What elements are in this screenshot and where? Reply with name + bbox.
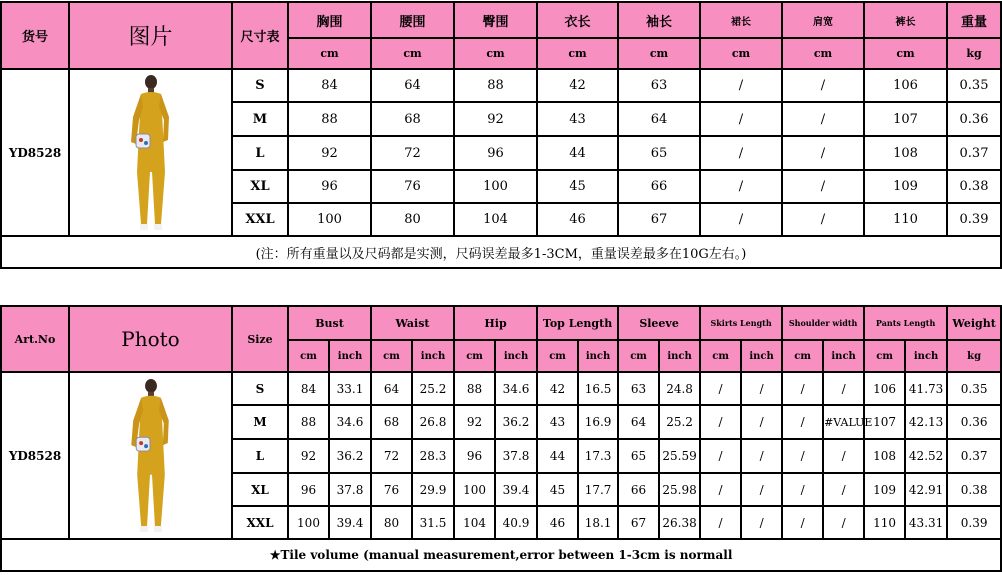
unit-cm: cm (864, 340, 905, 372)
hip-inch: 40.9 (495, 506, 537, 539)
pants-length-inch: 42.52 (905, 439, 947, 473)
shoulder-width-inch: / (823, 439, 864, 473)
shoulder-width-inch: / (823, 372, 864, 405)
header-size: 尺寸表 (232, 2, 288, 69)
weight-kg: 0.38 (947, 473, 1001, 506)
header-pants-length: 裤长 (864, 2, 947, 38)
skirt-length-cm: / (700, 136, 782, 170)
pants-length-cm: 106 (864, 372, 905, 405)
sleeve-cm: 67 (618, 203, 700, 236)
size-label: XXL (232, 506, 288, 539)
bust-cm: 100 (288, 203, 371, 236)
waist-inch: 25.2 (412, 372, 454, 405)
unit-cm: cm (618, 38, 700, 69)
header-pants-length: Pants Length (864, 306, 947, 340)
unit-cm: cm (454, 38, 537, 69)
bust-cm: 96 (288, 473, 329, 506)
skirt-length-inch: / (741, 439, 782, 473)
skirt-length-cm: / (700, 372, 741, 405)
sleeve-cm: 66 (618, 170, 700, 203)
unit-cm: cm (782, 38, 864, 69)
header-skirt-length: 裙长 (700, 2, 782, 38)
waist-inch: 31.5 (412, 506, 454, 539)
size-label: S (232, 69, 288, 102)
unit-cm: cm (288, 38, 371, 69)
bust-inch: 37.8 (329, 473, 371, 506)
hip-inch: 37.8 (495, 439, 537, 473)
unit-inch: inch (741, 340, 782, 372)
unit-inch: inch (412, 340, 454, 372)
bust-cm: 100 (288, 506, 329, 539)
hip-cm: 96 (454, 136, 537, 170)
top-length-cm: 42 (537, 69, 618, 102)
skirt-length-cm: / (700, 473, 741, 506)
pants-length-inch: 42.91 (905, 473, 947, 506)
unit-cm: cm (537, 38, 618, 69)
unit-cm: cm (700, 340, 741, 372)
header-top-length: 衣长 (537, 2, 618, 38)
waist-cm: 72 (371, 136, 454, 170)
hip-inch: 34.6 (495, 372, 537, 405)
unit-cm: cm (371, 38, 454, 69)
pants-length-inch: 43.31 (905, 506, 947, 539)
header-art-no: 货号 (1, 2, 69, 69)
weight-kg: 0.37 (947, 136, 1001, 170)
sleeve-cm: 67 (618, 506, 659, 539)
sleeve-inch: 25.98 (659, 473, 700, 506)
hip-cm: 92 (454, 102, 537, 136)
top-length-cm: 46 (537, 506, 578, 539)
weight-kg: 0.39 (947, 203, 1001, 236)
measurement-note: ★Tile volume (manual measurement,error between 1-3cm is normall (1, 539, 1001, 571)
top-length-cm: 44 (537, 136, 618, 170)
unit-cm: cm (371, 340, 412, 372)
shoulder-width-cm: / (782, 102, 864, 136)
shoulder-width-cm: / (782, 372, 823, 405)
skirt-length-cm: / (700, 69, 782, 102)
header-top-length: Top Length (537, 306, 618, 340)
bust-cm: 92 (288, 439, 329, 473)
sleeve-inch: 26.38 (659, 506, 700, 539)
size-chart-chinese (0, 1, 1002, 269)
shoulder-width-inch: #VALUE (823, 405, 864, 439)
unit-cm: cm (782, 340, 823, 372)
skirt-length-cm: / (700, 439, 741, 473)
sleeve-inch: 25.59 (659, 439, 700, 473)
top-length-cm: 45 (537, 170, 618, 203)
shoulder-width-cm: / (782, 136, 864, 170)
unit-cm: cm (618, 340, 659, 372)
bust-cm: 84 (288, 372, 329, 405)
shoulder-width-cm: / (782, 203, 864, 236)
bust-cm: 88 (288, 405, 329, 439)
bust-cm: 88 (288, 102, 371, 136)
header-waist: Waist (371, 306, 454, 340)
top-length-inch: 16.9 (578, 405, 618, 439)
shoulder-width-cm: / (782, 439, 823, 473)
header-art-no: Art.No (1, 306, 69, 372)
shoulder-width-inch: / (823, 473, 864, 506)
waist-cm: 68 (371, 102, 454, 136)
shoulder-width-cm: / (782, 506, 823, 539)
header-bust: Bust (288, 306, 371, 340)
top-length-inch: 17.3 (578, 439, 618, 473)
skirt-length-cm: / (700, 203, 782, 236)
pants-length-cm: 109 (864, 473, 905, 506)
sleeve-inch: 24.8 (659, 372, 700, 405)
bust-cm: 84 (288, 69, 371, 102)
header-skirt-length: Skirts Length (700, 306, 782, 340)
waist-cm: 68 (371, 405, 412, 439)
size-label: XL (232, 473, 288, 506)
measurement-note: (注：所有重量以及尺码都是实测，尺码误差最多1-3CM，重量误差最多在10G左右。) (1, 236, 1001, 268)
pants-length-inch: 42.13 (905, 405, 947, 439)
waist-inch: 26.8 (412, 405, 454, 439)
unit-kg: kg (947, 38, 1001, 69)
hip-inch: 36.2 (495, 405, 537, 439)
art-no-value: YD8528 (1, 372, 69, 539)
unit-cm: cm (288, 340, 329, 372)
header-photo: Photo (69, 306, 232, 372)
weight-kg: 0.36 (947, 102, 1001, 136)
hip-cm: 88 (454, 372, 495, 405)
pants-length-inch: 41.73 (905, 372, 947, 405)
hip-inch: 39.4 (495, 473, 537, 506)
hip-cm: 104 (454, 506, 495, 539)
size-label: L (232, 439, 288, 473)
header-size: Size (232, 306, 288, 372)
product-photo (69, 372, 232, 539)
pants-length-cm: 107 (864, 405, 905, 439)
size-label: M (232, 102, 288, 136)
top-length-cm: 43 (537, 405, 578, 439)
header-photo: 图片 (69, 2, 232, 69)
size-label: XL (232, 170, 288, 203)
weight-kg: 0.38 (947, 170, 1001, 203)
unit-inch: inch (659, 340, 700, 372)
pants-length-cm: 108 (864, 136, 947, 170)
weight-kg: 0.36 (947, 405, 1001, 439)
hip-cm: 104 (454, 203, 537, 236)
product-photo (69, 69, 232, 236)
waist-cm: 72 (371, 439, 412, 473)
skirt-length-cm: / (700, 405, 741, 439)
waist-cm: 64 (371, 372, 412, 405)
bust-inch: 34.6 (329, 405, 371, 439)
skirt-length-cm: / (700, 170, 782, 203)
header-weight: 重量 (947, 2, 1001, 38)
sleeve-cm: 66 (618, 473, 659, 506)
size-chart-english (0, 305, 1002, 572)
skirt-length-inch: / (741, 372, 782, 405)
waist-cm: 64 (371, 69, 454, 102)
unit-inch: inch (905, 340, 947, 372)
waist-cm: 76 (371, 473, 412, 506)
sleeve-inch: 25.2 (659, 405, 700, 439)
weight-kg: 0.35 (947, 372, 1001, 405)
size-label: XXL (232, 203, 288, 236)
waist-cm: 80 (371, 203, 454, 236)
top-length-cm: 46 (537, 203, 618, 236)
skirt-length-cm: / (700, 506, 741, 539)
unit-inch: inch (823, 340, 864, 372)
size-label: L (232, 136, 288, 170)
top-length-cm: 44 (537, 439, 578, 473)
pants-length-cm: 107 (864, 102, 947, 136)
unit-inch: inch (578, 340, 618, 372)
hip-cm: 100 (454, 170, 537, 203)
header-shoulder-width: 肩宽 (782, 2, 864, 38)
pants-length-cm: 108 (864, 439, 905, 473)
top-length-cm: 43 (537, 102, 618, 136)
shoulder-width-cm: / (782, 170, 864, 203)
top-length-cm: 45 (537, 473, 578, 506)
unit-inch: inch (329, 340, 371, 372)
bust-cm: 96 (288, 170, 371, 203)
sleeve-cm: 65 (618, 439, 659, 473)
skirt-length-cm: / (700, 102, 782, 136)
bust-inch: 39.4 (329, 506, 371, 539)
shoulder-width-cm: / (782, 69, 864, 102)
art-no-value: YD8528 (1, 69, 69, 236)
waist-inch: 29.9 (412, 473, 454, 506)
table-row (1, 69, 1001, 102)
unit-cm: cm (537, 340, 578, 372)
skirt-length-inch: / (741, 506, 782, 539)
unit-cm: cm (700, 38, 782, 69)
top-length-inch: 18.1 (578, 506, 618, 539)
top-length-inch: 17.7 (578, 473, 618, 506)
bust-cm: 92 (288, 136, 371, 170)
model-in-mustard-jumpsuit-image (121, 72, 181, 234)
sleeve-cm: 63 (618, 69, 700, 102)
skirt-length-inch: / (741, 473, 782, 506)
bust-inch: 36.2 (329, 439, 371, 473)
waist-inch: 28.3 (412, 439, 454, 473)
unit-inch: inch (495, 340, 537, 372)
shoulder-width-inch: / (823, 506, 864, 539)
shoulder-width-cm: / (782, 473, 823, 506)
pants-length-cm: 109 (864, 170, 947, 203)
top-length-cm: 42 (537, 372, 578, 405)
header-hip: Hip (454, 306, 537, 340)
header-weight: Weight (947, 306, 1001, 340)
unit-cm: cm (454, 340, 495, 372)
shoulder-width-cm: / (782, 405, 823, 439)
hip-cm: 88 (454, 69, 537, 102)
waist-cm: 76 (371, 170, 454, 203)
sleeve-cm: 64 (618, 102, 700, 136)
header-sleeve: 袖长 (618, 2, 700, 38)
header-sleeve: Sleeve (618, 306, 700, 340)
hip-cm: 100 (454, 473, 495, 506)
sleeve-cm: 63 (618, 372, 659, 405)
pants-length-cm: 110 (864, 203, 947, 236)
weight-kg: 0.37 (947, 439, 1001, 473)
header-bust: 胸围 (288, 2, 371, 38)
model-in-mustard-jumpsuit-image (121, 376, 181, 536)
header-hip: 臀围 (454, 2, 537, 38)
header-waist: 腰围 (371, 2, 454, 38)
unit-cm: cm (864, 38, 947, 69)
pants-length-cm: 110 (864, 506, 905, 539)
sleeve-cm: 65 (618, 136, 700, 170)
bust-inch: 33.1 (329, 372, 371, 405)
pants-length-cm: 106 (864, 69, 947, 102)
sleeve-cm: 64 (618, 405, 659, 439)
skirt-length-inch: / (741, 405, 782, 439)
size-label: M (232, 405, 288, 439)
header-shoulder-width: Shoulder width (782, 306, 864, 340)
table-row (1, 372, 1001, 405)
weight-kg: 0.39 (947, 506, 1001, 539)
hip-cm: 92 (454, 405, 495, 439)
weight-kg: 0.35 (947, 69, 1001, 102)
waist-cm: 80 (371, 506, 412, 539)
size-label: S (232, 372, 288, 405)
hip-cm: 96 (454, 439, 495, 473)
top-length-inch: 16.5 (578, 372, 618, 405)
unit-kg: kg (947, 340, 1001, 372)
